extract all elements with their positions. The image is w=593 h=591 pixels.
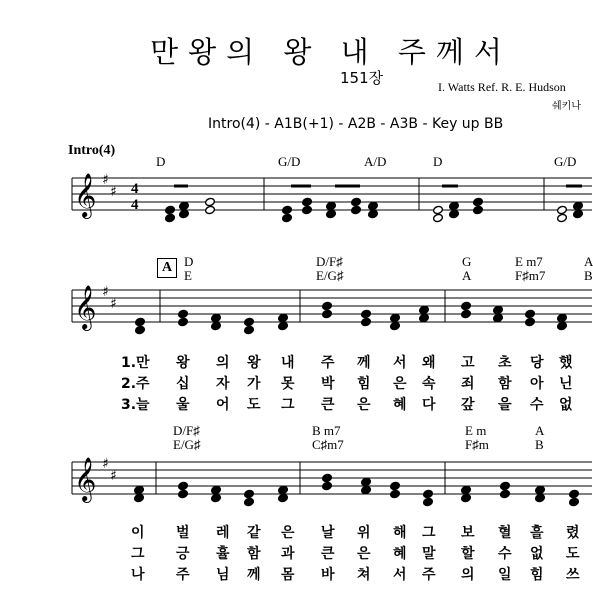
chord-symbol: D [184, 254, 194, 269]
note-head [211, 313, 222, 322]
lyric-syllable: 그 [422, 525, 436, 541]
note-head [361, 477, 372, 486]
lyric-syllable: 없 [559, 397, 573, 413]
note-head [278, 485, 289, 494]
note-head [500, 481, 511, 490]
note-head [205, 197, 216, 206]
note-head [433, 205, 444, 214]
song-title: 만왕의 왕 내 주께서 [150, 35, 512, 69]
note-head [302, 197, 313, 206]
note-head [473, 197, 484, 206]
lyric-syllable: 벌 [176, 525, 190, 541]
chord-symbol: D [433, 154, 443, 169]
note-head [419, 305, 430, 314]
song-order: Intro(4) - A1B(+1) - A2B - A3B - Key up BB [208, 116, 504, 132]
note-head [461, 485, 472, 494]
chord-symbol-alt: B [535, 437, 544, 452]
lyric-syllable: 없 [530, 546, 544, 562]
lyric-syllable: 을 [498, 397, 512, 413]
note-head [449, 209, 460, 218]
lyric-syllable: 자 [216, 376, 230, 392]
lyric-syllable: 못 [281, 376, 295, 392]
note-head [569, 497, 580, 506]
note-head [535, 485, 546, 494]
lyric-syllable: 휼 [216, 546, 230, 562]
lyric-syllable: 함 [498, 376, 512, 392]
note-head [461, 309, 472, 318]
arranger-credit: 쉐키나 [552, 101, 581, 112]
lyric-syllable: 닌 [559, 376, 573, 392]
note-head [535, 493, 546, 502]
note-head [449, 201, 460, 210]
lyric-syllable: 속 [422, 376, 436, 392]
lyric-syllable: 도 [247, 397, 261, 413]
lyric-syllable: 주 [422, 567, 436, 583]
lyric-syllable: 해 [393, 525, 407, 541]
note-head [525, 317, 536, 326]
note-head [461, 301, 472, 310]
chord-symbol: G/D [554, 154, 577, 169]
chord-symbol: A/D [364, 154, 387, 169]
lyric-syllable: 왕 [247, 355, 261, 371]
lyric-syllable: 몸 [281, 567, 295, 583]
lyric-syllable: 께 [357, 355, 371, 371]
note-head [569, 489, 580, 498]
lyric-syllable: 어 [216, 397, 230, 413]
chord-symbol: B m7 [312, 423, 341, 438]
note-head [302, 205, 313, 214]
lyric-syllable: 그 [281, 397, 295, 413]
note-head [351, 197, 362, 206]
lyric-syllable: 흘 [530, 525, 544, 541]
lyric-syllable: 긍 [176, 546, 190, 562]
lyric-syllable: 왜 [422, 355, 436, 371]
lyric-syllable: 님 [216, 567, 230, 583]
note-head [390, 321, 401, 330]
composer-credit: I. Watts Ref. R. E. Hudson [438, 80, 566, 94]
chord-symbol-alt: B [584, 268, 593, 283]
lyric-syllable: 나 [131, 567, 145, 583]
lyric-syllable: 바 [321, 567, 335, 583]
lyric-syllable: 혜 [393, 397, 407, 413]
lyric-syllable: 과 [281, 546, 295, 562]
note-head [461, 493, 472, 502]
sharp-icon: ♯ [102, 172, 109, 188]
note-head [390, 481, 401, 490]
lyric-syllable: 서 [393, 355, 407, 371]
lyric-syllable: 고 [461, 355, 475, 371]
lyric-syllable: 아 [530, 376, 544, 392]
note-head [179, 209, 190, 218]
chord-symbol: A [584, 254, 593, 269]
lyric-syllable: 레 [216, 525, 230, 541]
note-head [433, 213, 444, 222]
note-head [282, 205, 293, 214]
note-head [361, 485, 372, 494]
lyric-syllable: 3.늘 [121, 397, 150, 413]
note-head [573, 201, 584, 210]
note-head [322, 473, 333, 482]
lyric-syllable: 1.만 [121, 355, 150, 371]
note-head [244, 489, 255, 498]
sharp-icon: ♯ [102, 284, 109, 300]
lyric-syllable: 은 [281, 525, 295, 541]
lyric-syllable: 초 [498, 355, 512, 371]
chord-symbol: A [535, 423, 545, 438]
lyric-syllable: 보 [461, 525, 475, 541]
note-head [211, 485, 222, 494]
lyric-syllable: 큰 [321, 397, 335, 413]
chord-symbol: G/D [278, 154, 301, 169]
lyric-syllable: 렸 [566, 525, 580, 541]
note-head [322, 481, 333, 490]
lyric-syllable: 의 [216, 355, 230, 371]
note-head [525, 309, 536, 318]
note-head [178, 309, 189, 318]
note-head [179, 201, 190, 210]
sharp-icon: ♯ [102, 456, 109, 472]
note-head [178, 489, 189, 498]
lyric-syllable: 이 [131, 525, 145, 541]
chord-symbol-alt: C♯m7 [312, 437, 344, 452]
note-head [326, 201, 337, 210]
note-head [390, 489, 401, 498]
note-head [165, 213, 176, 222]
lyric-syllable: 2.주 [121, 376, 150, 392]
lyric-syllable: 함 [247, 546, 261, 562]
lyric-syllable: 왕 [176, 355, 190, 371]
note-head [419, 313, 430, 322]
note-head [557, 313, 568, 322]
note-head [500, 489, 511, 498]
lyric-syllable: 쓰 [566, 567, 580, 583]
lyric-syllable: 도 [566, 546, 580, 562]
lyric-syllable: 날 [321, 525, 335, 541]
lyric-syllable: 혈 [498, 525, 512, 541]
treble-clef-icon: 𝄞 [74, 285, 97, 329]
lyric-syllable: 의 [461, 567, 475, 583]
lyric-syllable: 당 [530, 355, 544, 371]
sharp-icon: ♯ [110, 296, 117, 312]
chord-symbol: D [156, 154, 166, 169]
note-head [390, 313, 401, 322]
note-head [211, 321, 222, 330]
lyric-syllable: 서 [393, 567, 407, 583]
note-head [473, 205, 484, 214]
note-head [361, 309, 372, 318]
chord-symbol-alt: E [184, 268, 192, 283]
note-head [573, 209, 584, 218]
treble-clef-icon: 𝄞 [74, 457, 97, 501]
note-head [557, 213, 568, 222]
lyric-syllable: 그 [131, 546, 145, 562]
lyric-syllable: 위 [357, 525, 371, 541]
note-head [244, 325, 255, 334]
lyric-syllable: 다 [422, 397, 436, 413]
note-head [493, 313, 504, 322]
lyric-syllable: 할 [461, 546, 475, 562]
note-head [165, 205, 176, 214]
sharp-icon: ♯ [110, 184, 117, 200]
note-head [423, 497, 434, 506]
lyric-syllable: 말 [422, 546, 436, 562]
lyric-syllable: 큰 [321, 546, 335, 562]
note-head [278, 493, 289, 502]
note-head [178, 317, 189, 326]
chord-symbol: D/F♯ [316, 254, 343, 269]
lyric-syllable: 께 [247, 567, 261, 583]
chord-symbol-alt: F♯m7 [515, 268, 546, 283]
lyric-syllable: 수 [498, 546, 512, 562]
note-head [557, 205, 568, 214]
note-head [211, 493, 222, 502]
note-head [351, 205, 362, 214]
note-head [135, 317, 146, 326]
lyric-syllable: 박 [321, 376, 335, 392]
lyric-syllable: 일 [498, 567, 512, 583]
note-head [278, 321, 289, 330]
lyric-syllable: 수 [530, 397, 544, 413]
lyric-syllable: 갚 [461, 397, 475, 413]
chord-symbol: E m7 [515, 254, 543, 269]
chord-symbol: D/F♯ [173, 423, 200, 438]
lyric-syllable: 힘 [530, 567, 544, 583]
note-head [493, 305, 504, 314]
note-head [135, 325, 146, 334]
note-head [368, 201, 379, 210]
note-head [205, 205, 216, 214]
note-head [134, 493, 145, 502]
note-head [278, 313, 289, 322]
chord-symbol-alt: E/G♯ [316, 268, 344, 283]
lyric-syllable: 은 [357, 397, 371, 413]
lyric-syllable: 죄 [461, 376, 475, 392]
time-signature-bottom: 4 [131, 197, 139, 213]
intro-label: Intro(4) [68, 143, 116, 158]
lyric-syllable: 혜 [393, 546, 407, 562]
lyric-syllable: 힘 [357, 376, 371, 392]
note-head [178, 481, 189, 490]
lyric-syllable: 십 [176, 376, 190, 392]
note-head [322, 301, 333, 310]
lyric-syllable: 했 [559, 355, 573, 371]
note-head [282, 213, 293, 222]
chord-symbol: G [462, 254, 472, 269]
note-head [557, 321, 568, 330]
note-head [322, 309, 333, 318]
note-head [244, 317, 255, 326]
lyric-syllable: 내 [281, 355, 295, 371]
treble-clef-icon: 𝄞 [74, 173, 97, 217]
chord-symbol: E m [465, 423, 487, 438]
lyric-syllable: 은 [393, 376, 407, 392]
sharp-icon: ♯ [110, 468, 117, 484]
chord-symbol-alt: F♯m [465, 437, 489, 452]
section-marker: A [157, 258, 177, 278]
lyric-syllable: 가 [247, 376, 261, 392]
note-head [361, 317, 372, 326]
note-head [134, 485, 145, 494]
lyric-syllable: 울 [176, 397, 190, 413]
note-head [368, 209, 379, 218]
note-head [423, 489, 434, 498]
note-head [244, 497, 255, 506]
chord-symbol-alt: A [462, 268, 472, 283]
lyric-syllable: 주 [176, 567, 190, 583]
lyric-syllable: 쳐 [357, 567, 371, 583]
lyric-syllable: 같 [247, 525, 261, 541]
lyric-syllable: 은 [357, 546, 371, 562]
note-head [326, 209, 337, 218]
chord-symbol-alt: E/G♯ [173, 437, 201, 452]
hymn-number: 151장 [340, 69, 384, 87]
lyric-syllable: 주 [321, 355, 335, 371]
time-signature-top: 4 [131, 181, 139, 197]
